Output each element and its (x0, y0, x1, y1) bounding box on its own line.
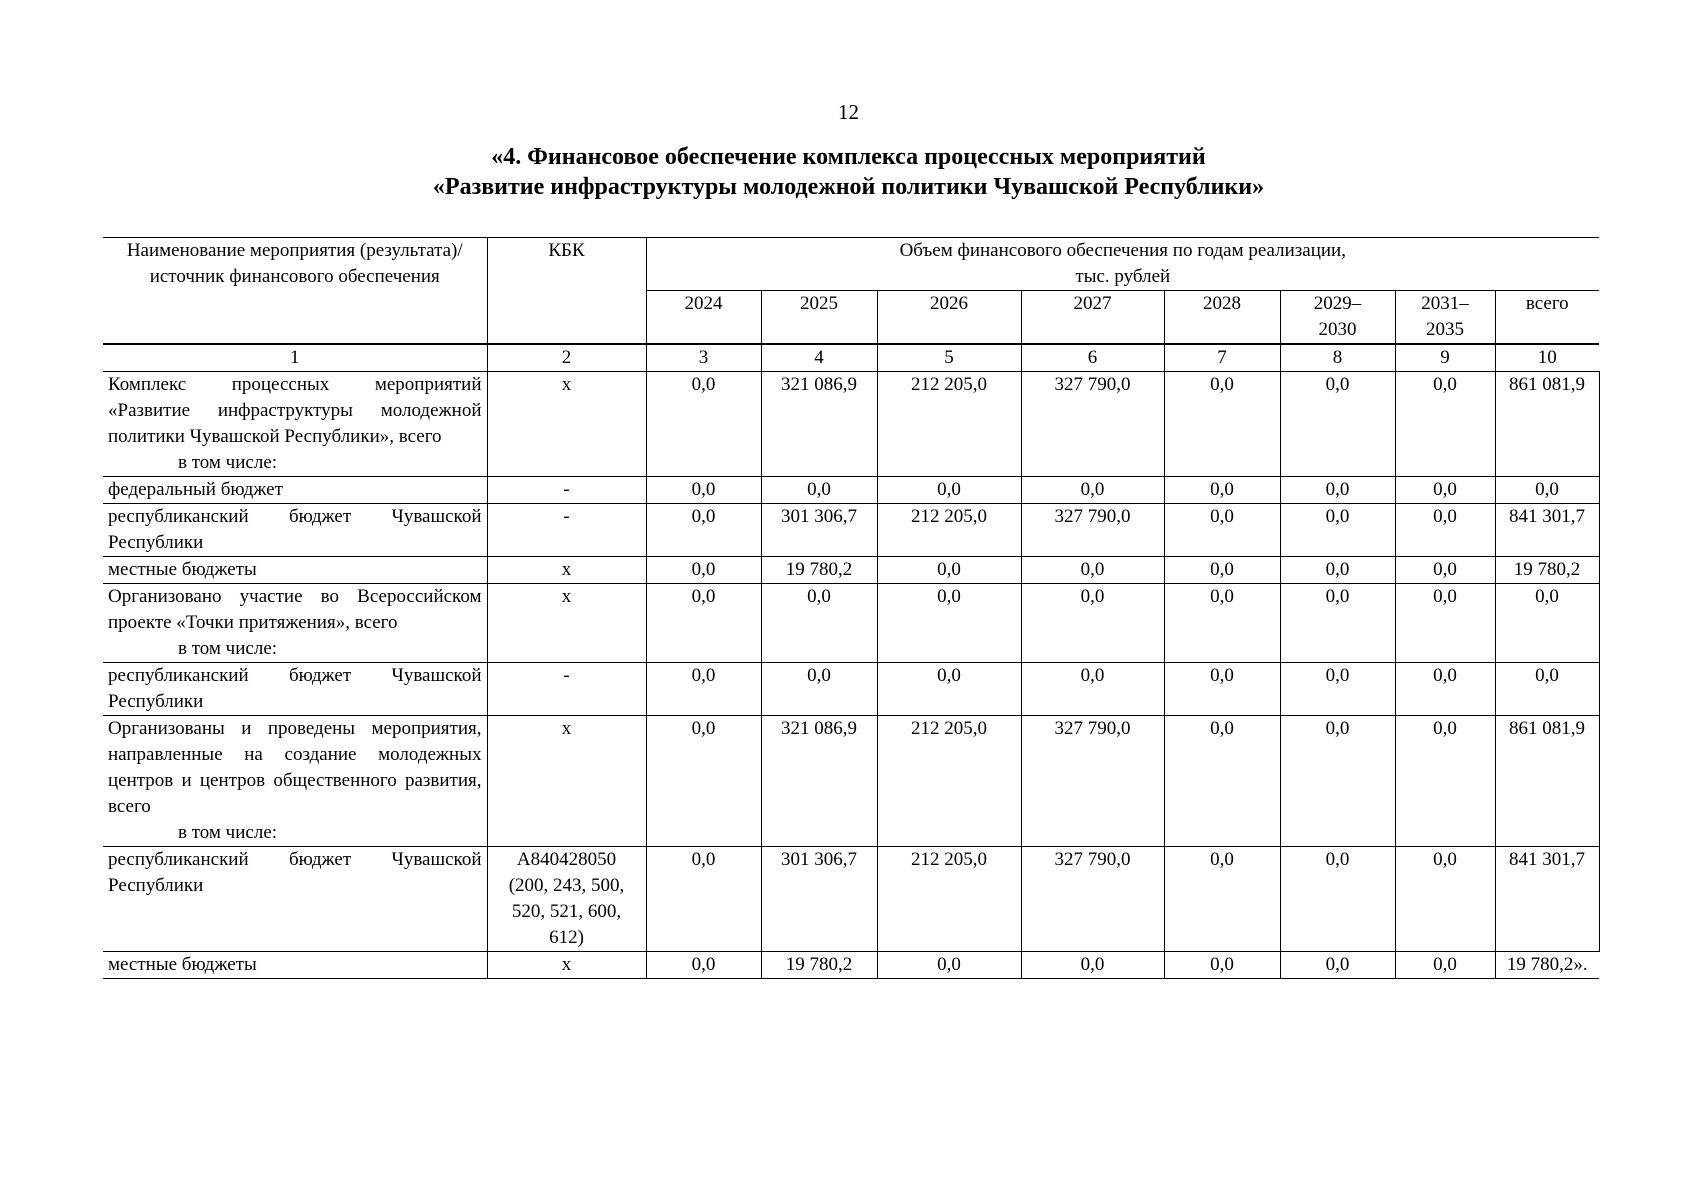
row-value: 0,0 (1164, 504, 1280, 557)
row-kbk: x (487, 716, 646, 847)
row-value: 0,0 (1280, 372, 1395, 477)
row-value: 0,0 (1021, 952, 1164, 979)
row-name (103, 557, 487, 584)
row-value: 0,0 (646, 663, 761, 716)
column-number: 6 (1021, 344, 1164, 372)
row-value: 0,0 (1280, 716, 1395, 847)
row-value: 0,0 (761, 584, 877, 663)
row-value: 0,0 (646, 557, 761, 584)
column-number: 10 (1495, 344, 1599, 372)
row-value: 19 780,2 (761, 952, 877, 979)
row-value: 0,0 (1021, 557, 1164, 584)
row-value: 0,0 (877, 477, 1021, 504)
row-value: 0,0 (1395, 716, 1495, 847)
header-year: 2029–2030 (1280, 291, 1395, 345)
row-value: 327 790,0 (1021, 504, 1164, 557)
table-row (103, 716, 1599, 847)
row-kbk: x (487, 557, 646, 584)
row-value: 0,0 (1021, 477, 1164, 504)
table-row (103, 372, 1599, 477)
table-row (103, 584, 1599, 663)
row-kbk: - (487, 477, 646, 504)
header-year: 2026 (877, 291, 1021, 345)
table-row (103, 477, 1599, 504)
row-value: 0,0 (1395, 952, 1495, 979)
row-value: 0,0 (1395, 477, 1495, 504)
row-value: 301 306,7 (761, 504, 877, 557)
column-number: 3 (646, 344, 761, 372)
column-number: 8 (1280, 344, 1395, 372)
row-name-text: республиканский бюджет Чувашской Республики (108, 665, 482, 712)
header-year: 2028 (1164, 291, 1280, 345)
row-subnote: в том числе: (178, 452, 278, 473)
row-name-text: республиканский бюджет Чувашской Республики (108, 849, 482, 896)
row-value: 0,0 (1280, 663, 1395, 716)
row-value: 0,0 (1021, 663, 1164, 716)
row-value: 0,0 (646, 372, 761, 477)
row-name-text: Комплекс процессных мероприятий «Развитие инфраструктуры молодежной политики Чувашской Республики», всего (108, 374, 482, 447)
title-line-1: «4. Финансовое обеспечение комплекса процессных мероприятий (491, 144, 1206, 170)
row-value: 0,0 (761, 477, 877, 504)
row-value: 301 306,7 (761, 847, 877, 952)
row-value: 0,0 (877, 584, 1021, 663)
row-total: 0,0 (1495, 663, 1599, 716)
row-value: 212 205,0 (877, 504, 1021, 557)
row-value: 327 790,0 (1021, 847, 1164, 952)
row-subnote: в том числе: (178, 822, 278, 843)
table-row (103, 663, 1599, 716)
row-value: 212 205,0 (877, 372, 1021, 477)
row-value: 0,0 (1164, 952, 1280, 979)
table-row (103, 557, 1599, 584)
row-value: 0,0 (646, 716, 761, 847)
row-kbk: x (487, 952, 646, 979)
table-row (103, 847, 1599, 952)
row-value: 0,0 (1395, 372, 1495, 477)
row-value: 0,0 (1164, 477, 1280, 504)
row-value: 0,0 (1395, 847, 1495, 952)
page-number: 12 (838, 100, 859, 124)
row-name-text: Организованы и проведены мероприятия, направленные на создание молодежных центров и центров общественного развития, всего (108, 718, 482, 817)
title-line-2: «Развитие инфраструктуры молодежной политики Чувашской Республики» (432, 174, 1265, 200)
row-value: 19 780,2 (761, 557, 877, 584)
row-value: 0,0 (1164, 716, 1280, 847)
row-total: 0,0 (1495, 584, 1599, 663)
row-name-text: республиканский бюджет Чувашской Республики (108, 506, 482, 553)
column-number: 7 (1164, 344, 1280, 372)
row-name (103, 372, 487, 477)
financing-table (103, 237, 1600, 979)
row-name-text: Организовано участие во Всероссийском проекте «Точки притяжения», всего (108, 586, 482, 633)
table-row (103, 504, 1599, 557)
header-year: 2027 (1021, 291, 1164, 345)
row-name-text: федеральный бюджет (108, 479, 283, 500)
row-value: 0,0 (1395, 504, 1495, 557)
row-total: 841 301,7 (1495, 847, 1599, 952)
row-value: 0,0 (1280, 477, 1395, 504)
row-value: 0,0 (877, 952, 1021, 979)
row-value: 321 086,9 (761, 716, 877, 847)
row-value: 212 205,0 (877, 847, 1021, 952)
row-value: 0,0 (1280, 584, 1395, 663)
row-name (103, 952, 487, 979)
row-kbk: - (487, 663, 646, 716)
row-value: 0,0 (877, 557, 1021, 584)
row-total: 19 780,2». (1495, 952, 1599, 979)
column-number: 5 (877, 344, 1021, 372)
row-value: 0,0 (1280, 557, 1395, 584)
row-name-text: местные бюджеты (108, 954, 257, 975)
header-year: 2025 (761, 291, 877, 345)
row-total: 841 301,7 (1495, 504, 1599, 557)
column-number: 4 (761, 344, 877, 372)
row-kbk: А840428050 (200, 243, 500, 520, 521, 600, 612) (487, 847, 646, 952)
row-value: 0,0 (1280, 847, 1395, 952)
row-value: 0,0 (1395, 663, 1495, 716)
column-number: 9 (1395, 344, 1495, 372)
header-volume: Объем финансового обеспечения по годам реализации, тыс. рублей (646, 238, 1599, 291)
column-numbers-row (103, 344, 1599, 372)
row-value: 0,0 (1280, 952, 1395, 979)
header-total: всего (1495, 291, 1599, 345)
row-value: 327 790,0 (1021, 716, 1164, 847)
row-name (103, 716, 487, 847)
row-value: 321 086,9 (761, 372, 877, 477)
row-value: 327 790,0 (1021, 372, 1164, 477)
header-year: 2031–2035 (1395, 291, 1495, 345)
row-total: 19 780,2 (1495, 557, 1599, 584)
header-year: 2024 (646, 291, 761, 345)
row-value: 0,0 (1164, 847, 1280, 952)
row-value: 0,0 (646, 504, 761, 557)
header-kbk: КБК (487, 238, 646, 345)
row-value: 0,0 (646, 584, 761, 663)
column-number: 2 (487, 344, 646, 372)
row-name-text: местные бюджеты (108, 559, 257, 580)
document-title (0, 142, 1697, 202)
row-subnote: в том числе: (178, 638, 278, 659)
row-total: 861 081,9 (1495, 716, 1599, 847)
row-name (103, 584, 487, 663)
row-name (103, 504, 487, 557)
row-kbk: x (487, 372, 646, 477)
row-kbk: x (487, 584, 646, 663)
row-value: 0,0 (1395, 584, 1495, 663)
row-name (103, 847, 487, 952)
row-value: 0,0 (1164, 663, 1280, 716)
row-value: 0,0 (1021, 584, 1164, 663)
table-row (103, 952, 1599, 979)
row-kbk: - (487, 504, 646, 557)
row-name (103, 663, 487, 716)
row-value: 0,0 (1395, 557, 1495, 584)
row-value: 212 205,0 (877, 716, 1021, 847)
row-value: 0,0 (1164, 557, 1280, 584)
row-total: 0,0 (1495, 477, 1599, 504)
row-value: 0,0 (646, 952, 761, 979)
row-name (103, 477, 487, 504)
row-value: 0,0 (646, 477, 761, 504)
row-total: 861 081,9 (1495, 372, 1599, 477)
row-value: 0,0 (1164, 584, 1280, 663)
header-name: Наименование мероприятия (результата)/источник финансового обеспечения (103, 238, 487, 345)
row-value: 0,0 (877, 663, 1021, 716)
row-value: 0,0 (1280, 504, 1395, 557)
row-value: 0,0 (1164, 372, 1280, 477)
row-value: 0,0 (761, 663, 877, 716)
row-value: 0,0 (646, 847, 761, 952)
column-number: 1 (103, 344, 487, 372)
